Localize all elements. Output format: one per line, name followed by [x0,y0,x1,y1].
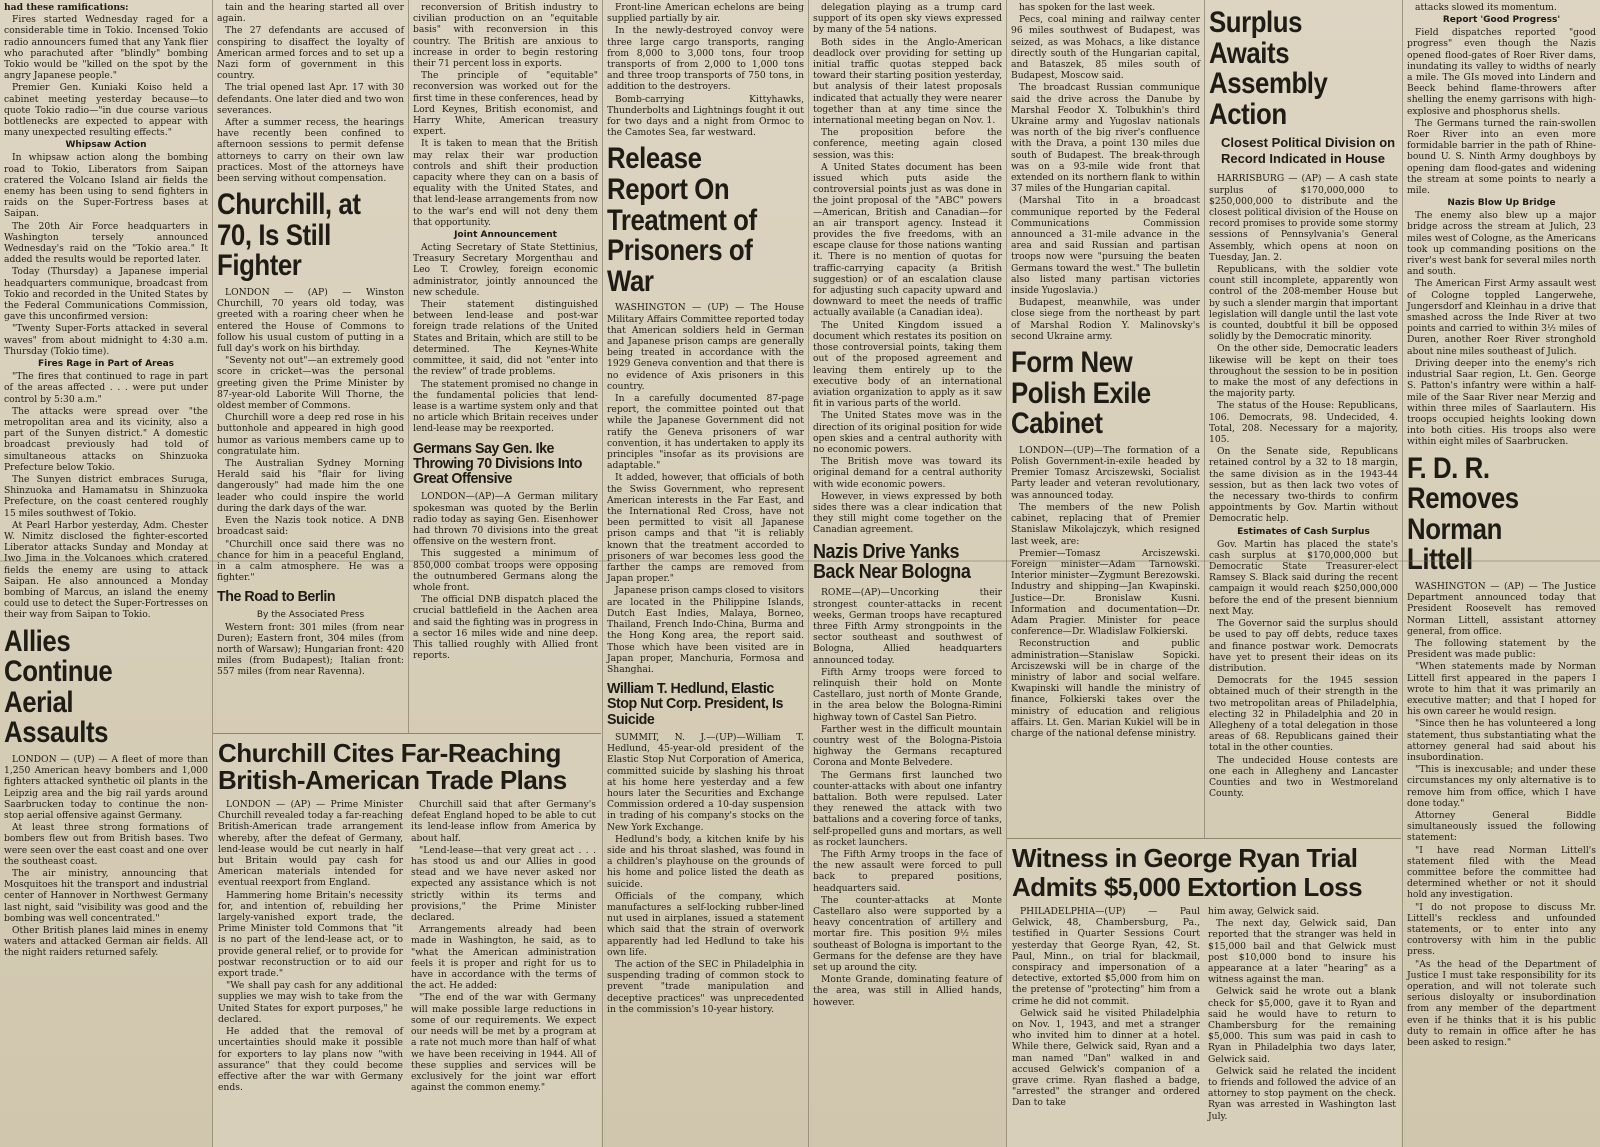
paragraph: LONDON—(AP)—A German military spokesman was quoted by the Berlin radio today as saying Gen. Eisenhower had thrown 70 divisions into the great offensive on the western front. [413,491,598,548]
paragraph: In whipsaw action along the bombing road to Tokio, Liberators from Saipan cratered the Volcano Island air fields the enemy has been using to send fighters in raids on the Super-Fortress bases at Saipan. [4,152,208,220]
subhead: Joint Announcement [454,230,557,241]
column-5 [808,0,1006,1147]
subhead: Whipsaw Action [65,140,147,151]
story-churchill-trade [213,733,601,1147]
story-ryan-trial [1007,838,1401,1147]
subhead: Estimates of Cash Surplus [1237,526,1370,537]
paragraph: Gelwick said he related the incident to friends and followed the advice of an attorney to stop payment on the check. Ryan was arrested in Washington last July. [1208,1065,1396,1122]
headline-ryan-line-1: Witness in George Ryan Trial [1012,843,1358,873]
paragraph: "This is inexcusable; and under these circumstances my only alternative is to remove him from office, which I have done today." [1407,764,1596,809]
paragraph: WASHINGTON — (AP) — The Justice Department announced today that President Roosevelt has removed Norman Littell, assistant attorney general, from office. [1407,580,1596,637]
paragraph: The Germans first launched two counter-attacks with about one infantry battalion. Both were repulsed. Later they renewed the attack with two battalions and a covering force of tanks, self-propelled guns and mortars, as well as rocket launchers. [813,769,1002,848]
paragraph: Farther west in the difficult mountain country west of the Bologna-Pistoia highway the Germans recaptured Corona and Monte Belvedere. [813,723,1002,769]
story-column-right [411,799,596,1094]
paragraph: PHILADELPHIA—(UP) — Paul Gelwick, 48, Chambersburg, Pa., testified in Quarter Sessions Court yesterday that George Ryan, 42, St. Paul, Minn., on trial for blackmail, conspiracy and impersonation of a detective, extorted $5,000 from him on the pretense of "protecting" him from a crime he did not commit. [1012,906,1200,1007]
paragraph: tain and the hearing started all over again. [217,2,404,25]
paragraph: On the other side, Democratic leaders likewise will be kept on their toes throughout the session to be in position to make the most of any defections in the majority party. [1209,343,1398,400]
paragraph: Western front: 301 miles (from near Duren); Eastern front, 304 miles (from north of Warsaw); Hungarian front: 420 miles (from Budapest); Italian front: 557 miles (from near Ravenna). [217,621,404,678]
paragraph: Other British planes laid mines in enemy waters and attacked German air fields. All the night raiders returned safely. [4,924,208,959]
headline-surplus-awaits: Surplus Awaits Assembly Action [1209,6,1328,131]
paragraph: "When statements made by Norman Littell first appeared in the papers I wrote to him that it was primarily an executive matter; and that I hoped for his own career he would resign. [1407,661,1596,718]
paragraph: "I do not propose to discuss Mr. Littell's reckless and unfounded statements, or to enter into any controversy with him in the public press. [1407,901,1596,958]
story-column-left [218,799,403,1094]
story-columns [1012,906,1396,1123]
headline-polish-exile-cabinet: Form New Polish Exile Cabinet [1011,346,1151,441]
paragraph: The counter-attacks at Monte Castellaro also were supported by a heavy concentration of artillery and mortar fire. This position 9½ miles southeast of Bologna is important to the Germans for the defense are they have set up around the city. [813,894,1002,974]
paragraph: Monte Grande, dominating feature of the area, was still in Allied hands, however. [813,974,1002,1008]
byline: By the Associated Press [256,609,365,620]
paragraph: At least three strong formations of bombers flew out from British bases. Two were seen over the east coast and one over the southeast coast. [4,822,208,867]
headline-road-to-berlin: The Road to Berlin [217,588,336,606]
paragraph: The undecided House contests are one each in Allegheny and Lancaster Counties and two in Westmoreland County. [1209,754,1398,800]
headline-hedlund-suicide: William T. Hedlund, Elastic Stop Nut Corp. President, Is Suicide [607,680,783,728]
paragraph: The action of the SEC in Philadelphia in suspending trading of common stock to prevent "trade manipulation and deceptive practices" was unprecedented in the commission's 10-year history. [607,959,804,1015]
paragraph: The United States move was in the direction of its original position for wide open skies and a central authority with no economic powers. [813,410,1002,455]
paragraph: "We shall pay cash for any additional supplies we may wish to take from the United States for export purposes," he declared. [218,980,403,1025]
paragraph: Gelwick said he visited Philadelphia on Nov. 1, 1943, and met a stranger who invited him to dinner at a hotel. While there, Gelwick said, Ryan and a man named "Dan" walked in and accused Gelwick's companion of a grave crime. Ryan flashed a badge, "arrested" the stranger and ordered Dan to take [1012,1007,1200,1109]
paragraph: On the Senate side, Republicans retained control by a 32 to 18 margin, the same division as in the 1943-44 session, but as then lack two votes of the necessary two-thirds to confirm appointments by Gov. Martin without Democratic help. [1209,446,1398,525]
headline-fdr-removes-littell: F. D. R. Removes Norman Littell [1407,451,1519,577]
paragraph: Arrangements already had been made in Washington, he said, as to "what the American administration feels it is proper and right for us to have in accordance with the terms of the act. He added: [411,924,596,992]
paragraph: In a carefully documented 87-page report, the committee pointed out that while the Japanese Government did not ratify the Geneva prisoners of war convention, it has undertaken to apply its principles "insofar as its provisions are adaptable." [607,393,804,472]
paragraph: (Marshal Tito in a broadcast communique reported by the Federal Communications Commission announced a 31-mile advance in the area and said Russian and partisan troops now were "pursuing the beaten Germans toward the west." The bulletin also listed many partisan victories inside Yugoslavia.) [1011,195,1200,297]
paragraph: Republicans, with the soldier vote count still incomplete, apparently won control of the 208-member House but by such a slender margin that important legislation will dangle until the last vote is counted, doubtful it bill be opposed solidly by the Democratic minority. [1209,264,1398,343]
paper-fold-crease [0,560,1600,562]
paragraph: The United Kingdom issued a document which restates its position on those controversial points, taking them out of the proposed agreement and leaving them entirely up to the executive body of an international aviation organization to apply as it saw fit in various parts of the world. [813,319,1002,410]
paragraph: The broadcast Russian communique said the drive across the Danube by Marshal Feodor X. Tolbukhin's third Ukraine army and Yugoslav nationals was north of the big river's confluence with the Drava, a point 130 miles due south of Budapest. The break-through was on a 93-mile wide front that extended on its northern flank to within 37 miles of the Hungarian capital. [1011,82,1200,195]
carryover-text: had these ramifications: [4,2,129,13]
paragraph: The American First Army assault west of Cologne toppled Langerwehe, Jungersdorf and Kleinhau in a drive that smashed across the Inde River at two points and carried to within 3½ miles of Duren, another Roer River stronghold about nine miles southeast of Julich. [1407,278,1596,357]
paragraph: Both sides in the Anglo-American deadlock over providing for setting up initial traffic quotas stepped back toward their starting position yesterday, but analysis of their latest proposals indicated that actually they were nearer together than at any time since the international meeting began on Nov. 1. [813,36,1002,127]
paragraph: "Since then he has volunteered a long statement, thus substantiating what the attorney general had said about his insubordination. [1407,718,1596,763]
paragraph: He added that the removal of uncertainties should make it possible for exporters to lay plans now "with assurance" that they could become effective after the war with Germany ends. [218,1026,403,1094]
paragraph: The official DNB dispatch placed the crucial battlefield in the Aachen area and said the fighting was in progress in a sector 16 miles wide and nine deep. This tallied roughly with Allied front reports. [413,594,598,662]
headline-ryan-line-2: Admits $5,000 Extortion Loss [1012,871,1363,902]
paragraph: Reconstruction and public administration—Stanislaw Sopicki. Arciszewski will be in charge of the ministry of labor and social welfare. Kwapinski will handle the ministry of finance, Folkierski takes over the ministry of education and religious affairs. Lt. Gen. Marian Kukiel will be in charge of the national defense ministry. [1011,638,1200,739]
paragraph: Today (Thursday) a Japanese imperial headquarters communique, broadcast from Tokio and recorded in the United States by the Federal Communications Commission, gave this unconfirmed version: [4,266,208,323]
paragraph: "As the head of the Department of Justice I must take responsibility for its operation, and will not tolerate such serious disloyalty or insubordination from any member of the department even if he thinks that it is his public duty to remain in office after he has been asked to resign." [1407,958,1596,1049]
paragraph: The 20th Air Force headquarters in Washington tersely announced Wednesday's raid on the "Tokio area." It added the results would be reported later. [4,220,208,266]
paragraph: Churchill said that after Germany's defeat England hoped to be able to cut its lend-lease inflow from America by about half. [411,799,596,844]
story-column-right [1208,906,1396,1123]
paragraph: A United States document has been issued which puts aside the controversial points just as was done in the joint proposal of the "ABC" powers—American, British and Canadian—for an air transport agency. Instead it provides the five freedoms, with an escape clause for those nations wanting it. There is no mention of quotas for traffic-carrying capacity (a British suggestion) or of an escalation clause for adjusting such capacity upward and downward to meet the needs of traffic actually available (a Canadian idea). [813,161,1002,319]
paragraph: "The end of the war with Germany will make possible large reductions in some of our requirements. We expect our needs will be met by a program at a rate not much more than half of what we have been receiving in 1944. All of these supplies and services will be exclusively for the joint war effort against the common enemy." [411,992,596,1094]
paragraph: Gov. Martin has placed the state's cash surplus at $170,000,000 but Democratic State Treasurer-elect Ramsey S. Black said during the recent campaign it would reach $250,000,000 before the end of the present biennium next May. [1209,538,1398,617]
paragraph: Their statement distinguished between lend-lease and post-war foreign trade relations of the United States and Britain, which are still to be determined. The Keynes-White committee, it said, did not "enter into the review" of trade problems. [413,299,598,378]
subhead: Report 'Good Progress' [1442,15,1561,26]
paragraph: The proposition before the conference, meeting again closed session, was this: [813,127,1002,161]
paragraph: In the newly-destroyed convoy were three large cargo transports, ranging from 8,000 to 3,000 tons, four troop transports of from 2,000 to 1,000 tons and three troop transports of 750 tons, in addition to the destroyers. [607,25,804,93]
paragraph: LONDON—(UP)—The formation of a Polish Government-in-exile headed by Premier Tomasz Arciszewski, Socialist Party leader and veteran revolutionary, was announced today. [1011,444,1200,501]
paragraph: attacks slowed its momentum. [1415,2,1557,13]
paragraph: delegation playing as a trump card support of its open sky views expressed by many of the 54 nations. [813,2,1002,36]
paragraph: HARRISBURG — (AP) — A cash state surplus of $170,000,000 to $250,000,000 to distribute and the closest political division of the House on record promises to provide some stormy sessions of Pennsylvania's General Assembly, which opens at noon on Tuesday, Jan. 2. [1209,173,1398,263]
paragraph: Budapest, meanwhile, was under close siege from the northeast by part of Marshal Rodion Y. Malinovsky's second Ukraine army. [1011,297,1200,342]
paragraph: Attorney General Biddle simultaneously issued the following statement: [1407,809,1596,844]
paragraph: Even the Nazis took notice. A DNB broadcast said: [217,515,404,538]
paragraph: Acting Secretary of State Stettinius, Treasury Secretary Morgenthau and Leo T. Crowley, foreign economic administrator, jointly announced the new schedule. [413,242,598,298]
headline-deck: Closest Political Division on Record Indicated in House [1221,135,1396,167]
headline-allies-aerial: Allies Continue Aerial Assaults [4,624,113,750]
subhead: Fires Rage in Part of Areas [37,359,175,370]
paragraph: The attacks were spread over "the metropolitan area and its vicinity, also a part of the Sunyen district." A domestic broadcast previously had told of simultaneous attacks on Shinzuoka Prefecture below Tokio. [4,405,208,473]
paragraph: However, in views expressed by both sides there was a clear indication that they still might come together on the Canadian agreement. [813,490,1002,536]
paragraph: The Fifth Army troops in the face of the new assault were forced to pull back to prepared positions, headquarters said. [813,849,1002,894]
paragraph: Field dispatches reported "good progress" even though the Nazis opened flood-gates of Roer River dams, inundating its valley to widths of nearly a mile. The GIs moved into Lindern and Beeck behind flame-throwers after shelling the enemy garrisons with high-explosive and phosphorus shells. [1407,27,1596,117]
paragraph: ROME—(AP)—Uncorking their strongest counter-attacks in recent weeks, German troops have recaptured three Fifth Army strongpoints in the sector southeast and southwest of Bologna, Allied headquarters announced today. [813,587,1002,666]
paragraph: "I have read Norman Littell's statement filed with the Mead committee before the committee had determined whether or not it should hold any investigation. [1407,844,1596,901]
paragraph: Premier Gen. Kuniaki Koiso held a cabinet meeting yesterday because—to quote Tokio radio—"in due course various bottlenecks are expected to appear with many unexpected resulting effects." [4,82,208,139]
paragraph: Japanese prison camps closed to visitors are located in the Philippine Islands, Dutch East Indies, Malaya, Borneo, Thailand, French Indo-China, Burma and the Hong Kong area, the report said. Those which have been visited are in Japan proper, Manchuria, Formosa and Shanghai. [607,585,804,675]
paragraph: him away, Gelwick said. [1208,906,1320,918]
paragraph: Gelwick said he wrote out a blank check for $5,000, gave it to Ryan and said he would have to return to Chambersburg for the remaining $5,000. This sum was paid in cash to Ryan in Philadelphia two days later, Gelwick said. [1208,986,1396,1065]
headline-prisoners-of-war: Release Report On Treatment of Prisoners of War [607,142,757,298]
paragraph: has spoken for the last week. [1019,2,1156,13]
paragraph: Democrats for the 1945 session obtained much of their strength in the two metropolitan areas of Philadelphia, electing 32 in Philadelphia and 20 in Allegheny of a total delegation in those areas of 68. Republicans gained their total in the other counties. [1209,675,1398,754]
headline-churchill-70: Churchill, at 70, Is Still Fighter [217,188,361,283]
paragraph: "Churchill once said there was no chance for him in a peaceful England, in a calm atmosphere. He was a fighter." [217,538,404,584]
paragraph: The Sunyen district embraces Suruga, Shinzuoka and Hamamatsu in Shinzuoka Prefecture, on the coast centered roughly 15 miles southwest of Tokio. [4,473,208,519]
paragraph: Officials of the company, which manufactures a self-locking rubber-lined nut used in airplanes, issued a statement which said that the strain of overwork apparently had led Hedlund to take his own life. [607,890,804,958]
paragraph: The trial opened last Apr. 17 with 30 defendants. One later died and two won severances. [217,82,404,116]
column-4 [602,0,808,1147]
paragraph: SUMMIT, N. J.—(UP)—William T. Hedlund, 45-year-old president of the Elastic Stop Nut Corporation of America, committed suicide by slashing his throat at his home here yesterday and a few hours later the Securities and Exchange Commission ordered a 10-day suspension in trading of his company's stocks on the New York Exchange. [607,732,804,833]
paragraph: The statement promised no change in the fundamental policies that lend-lease is a wartime system only and that no article which Britain receives under lend-lease may be reexported. [413,378,598,435]
paragraph: The next day, Gelwick said, Dan reported that the stranger was held in $15,000 bail and that Gelwick must post $10,000 bond to insure his appearance at a later "hearing" as a witness against the man. [1208,918,1396,986]
paragraph: LONDON — (AP) — Winston Churchill, 70 years old today, was greeted with a roaring cheer when he entered the House of Commons to follow his usual custom of putting in a full day's work on his birthday. [217,287,404,355]
paragraph: Fifth Army troops were forced to relinquish their hold on Monte Castellaro, just north of Monte Grande, in the area below the Bologna-Rimini highway town of Castel San Pietro. [813,666,1002,723]
paragraph: "Seventy not out"—an extremely good score in cricket—was the personal greeting given the Prime Minister by 87-year-old Laborite Will Thorne, the oldest member of Commons. [217,355,404,412]
paragraph: Premier—Tomasz Arciszewski. Foreign minister—Adam Tarnowski. Interior minister—Zygmunt Berezowski. Industry and shipping—Jan Kwapinski. Justice—Dr. Bronislaw Kusni. Information and documentation—Dr. Adam Pragier. Minister for peace conference—Dr. Wladislaw Folkierski. [1011,547,1200,638]
story-column-left [1012,906,1200,1123]
paragraph: "The fires that continued to rage in part of the areas affected . . . were put under control by 5:30 a.m." [4,371,208,405]
subhead: Nazis Blow Up Bridge [1447,198,1556,209]
paragraph: The 27 defendants are accused of conspiring to disaffect the loyalty of American armed forces and to set up a Nazi form of government in this country. [217,25,404,82]
headline-germans-say-ike: Germans Say Gen. Ike Throwing 70 Divisions Into Great Offensive [413,439,582,488]
paragraph: It added, however, that officials of both the Swiss Government, who represent American interests in the Far East, and the International Red Cross, have not been permitted to visit all Japanese prison camps and that "it is reliably known that the treatment accorded to prisoners of war becomes less good the farther the camps are removed from Japan proper." [607,472,804,585]
paragraph: After a summer recess, the hearings have recently been confined to afternoon sessions to permit defense attorneys to carry on their own law practices. Most of the attorneys have been serving without compensation. [217,117,404,185]
paragraph: The Germans turned the rain-swollen Roer River into an even more formidable barrier in the path of Rhine-bound U. S. Ninth Army doughboys by opening dam flood-gates and widening the stream at some points to nearly a mile. [1407,117,1596,197]
paragraph: It is taken to mean that the British may relax their war production controls and shift their production capacity where they can on a basis of equality with the United States, and that lend-lease arrangements from now to the war's end will not deny them that opportunity. [413,138,598,228]
paragraph: The following statement by the President was made public: [1407,637,1596,661]
story-columns [218,799,596,1094]
column-1 [0,0,212,1147]
paragraph: The members of the new Polish cabinet, replacing that of Premier Stanislaw Mikolajczyk, which resigned last week, are: [1011,501,1200,547]
paragraph: The status of the House: Republicans, 106. Democrats, 98. Undecided, 4. Total, 208. Necessary for a majority, 105. [1209,400,1398,446]
paragraph: Driving deeper into the enemy's rich industrial Saar region, Lt. Gen. George S. Patton's infantry were within a half-mile of the Saar River near Merzig and within three miles of Saarlautern. His troops occupied heights looking down into both cities. His troops also were within eight miles of Saarbrucken. [1407,357,1596,448]
headline-nazis-drive-yanks: Nazis Drive Yanks Back Near Bologna [813,540,971,583]
paragraph: "Twenty Super-Forts attacked in several waves" from about midnight to 4:30 a.m. Thursday (Tokio time). [4,323,208,357]
headline-churchill-trade: Churchill Cites Far-Reaching British-American Trade Plans [218,738,567,795]
paragraph: Hedlund's body, a kitchen knife by his side and his throat slashed, was found in a children's playhouse on the grounds of his home and police listed the death as suicide. [607,833,804,890]
paragraph: Hammering home Britain's necessity for, and intention of, rebuilding her largely-vanished export trade, the Prime Minister told Commons that "it is no part of the lend-lease act, or to provide general relief, or to provide for postwar reconstruction or to aid our export trade." [218,889,403,980]
paragraph: reconversion of British industry to civilian production on an "equitable basis" with reconversion in this country. The British are anxious to increase in order to begin restoring their 71 percent loss in exports. [413,2,598,70]
paragraph: Churchill wore a deep red rose in his buttonhole and appeared in high good humor as various members came up to congratulate him. [217,412,404,457]
paragraph: "Lend-lease—that very great act . . . has stood us and our Allies in good stead and we have never asked nor expected any assistance which is not strictly within its terms and provisions," the Prime Minister declared. [411,844,596,924]
column-8 [1402,0,1600,1147]
paragraph: The British move was toward its original demand for a central authority with wide economic powers. [813,456,1002,490]
paragraph: LONDON — (AP) — Prime Minister Churchill revealed today a far-reaching British-American trade arrangement whereby, after the defeat of Germany, lend-lease would be cut nearly in half but Britain would pay cash for American materials intended for eventual reexport from England. [218,799,403,889]
paragraph: Pecs, coal mining and railway center 96 miles southwest of Budapest, was seized, as was Mohacs, a like distance directly south of the Hungarian capital, and Bataszek, 85 miles south of Budapest, Moscow said. [1011,14,1200,82]
paragraph: The Australian Sydney Morning Herald said his "flair for living dangerously" had made him the one leader who could inspire the world during the dark days of the war. [217,458,404,514]
paragraph: The principle of "equitable" reconversion was worked out for the first time in these conferences, head by Lord Keynes, British economist, and Harry White, American treasury expert. [413,70,598,138]
paragraph: LONDON — (UP) — A fleet of more than 1,250 American heavy bombers and 1,000 fighters attacked synthetic oil plants in the Leipzig area and the big rail yards around Saarbrucken today to continue the non-stop aerial offensive against Germany. [4,753,208,821]
paragraph: This suggested a minimum of 850,000 combat troops were opposing the outnumbered Germans along the whole front. [413,548,598,594]
paragraph: Bomb-carrying Kittyhawks, Thunderbolts and Lightnings fought it out for two days and a night from Ormoc to the Camotes Sea, far westward. [607,93,804,139]
paragraph: Front-line American echelons are being supplied partially by air. [607,2,804,25]
paragraph: The enemy also blew up a major bridge across the stream at Julich, 23 miles west of Cologne, as the Americans took up commanding positions on the river's west bank for several miles north and south. [1407,210,1596,278]
paragraph: WASHINGTON — (UP) — The House Military Affairs Committee reported today that American soldiers held in German and Japanese prison camps are generally being treated in accordance with the 1929 Geneva convention and that there is no evidence of Axis prisoners in this country. [607,302,804,392]
paragraph: At Pearl Harbor yesterday, Adm. Chester W. Nimitz disclosed the fighter-escorted Liberator attacks Sunday and Monday at Iwo Jima in the Volcanoes which cratered fields the enemy are using to attack Saipan. He also announced a Monday bombing of Marcus, an island the enemy could use to detect the Super-Fortresses on their way from Saipan to Tokio. [4,519,208,621]
paragraph: Fires started Wednesday raged for a considerable time in Tokio. Incensed Tokio radio announcers fumed that any Yank flier who parachuted after "blindly" bombing Tokio would be "killed on the spot by the angry Japanese people." [4,14,208,82]
paragraph: The Governor said the surplus should be used to pay off debts, reduce taxes and finance postwar work. Democrats have yet to present their ideas on its distribution. [1209,618,1398,674]
paragraph: The air ministry, announcing that Mosquitoes hit the transport and industrial center of Hannover in Northwest Germany last night, said "visibility was good and the bombing was well concentrated." [4,867,208,924]
